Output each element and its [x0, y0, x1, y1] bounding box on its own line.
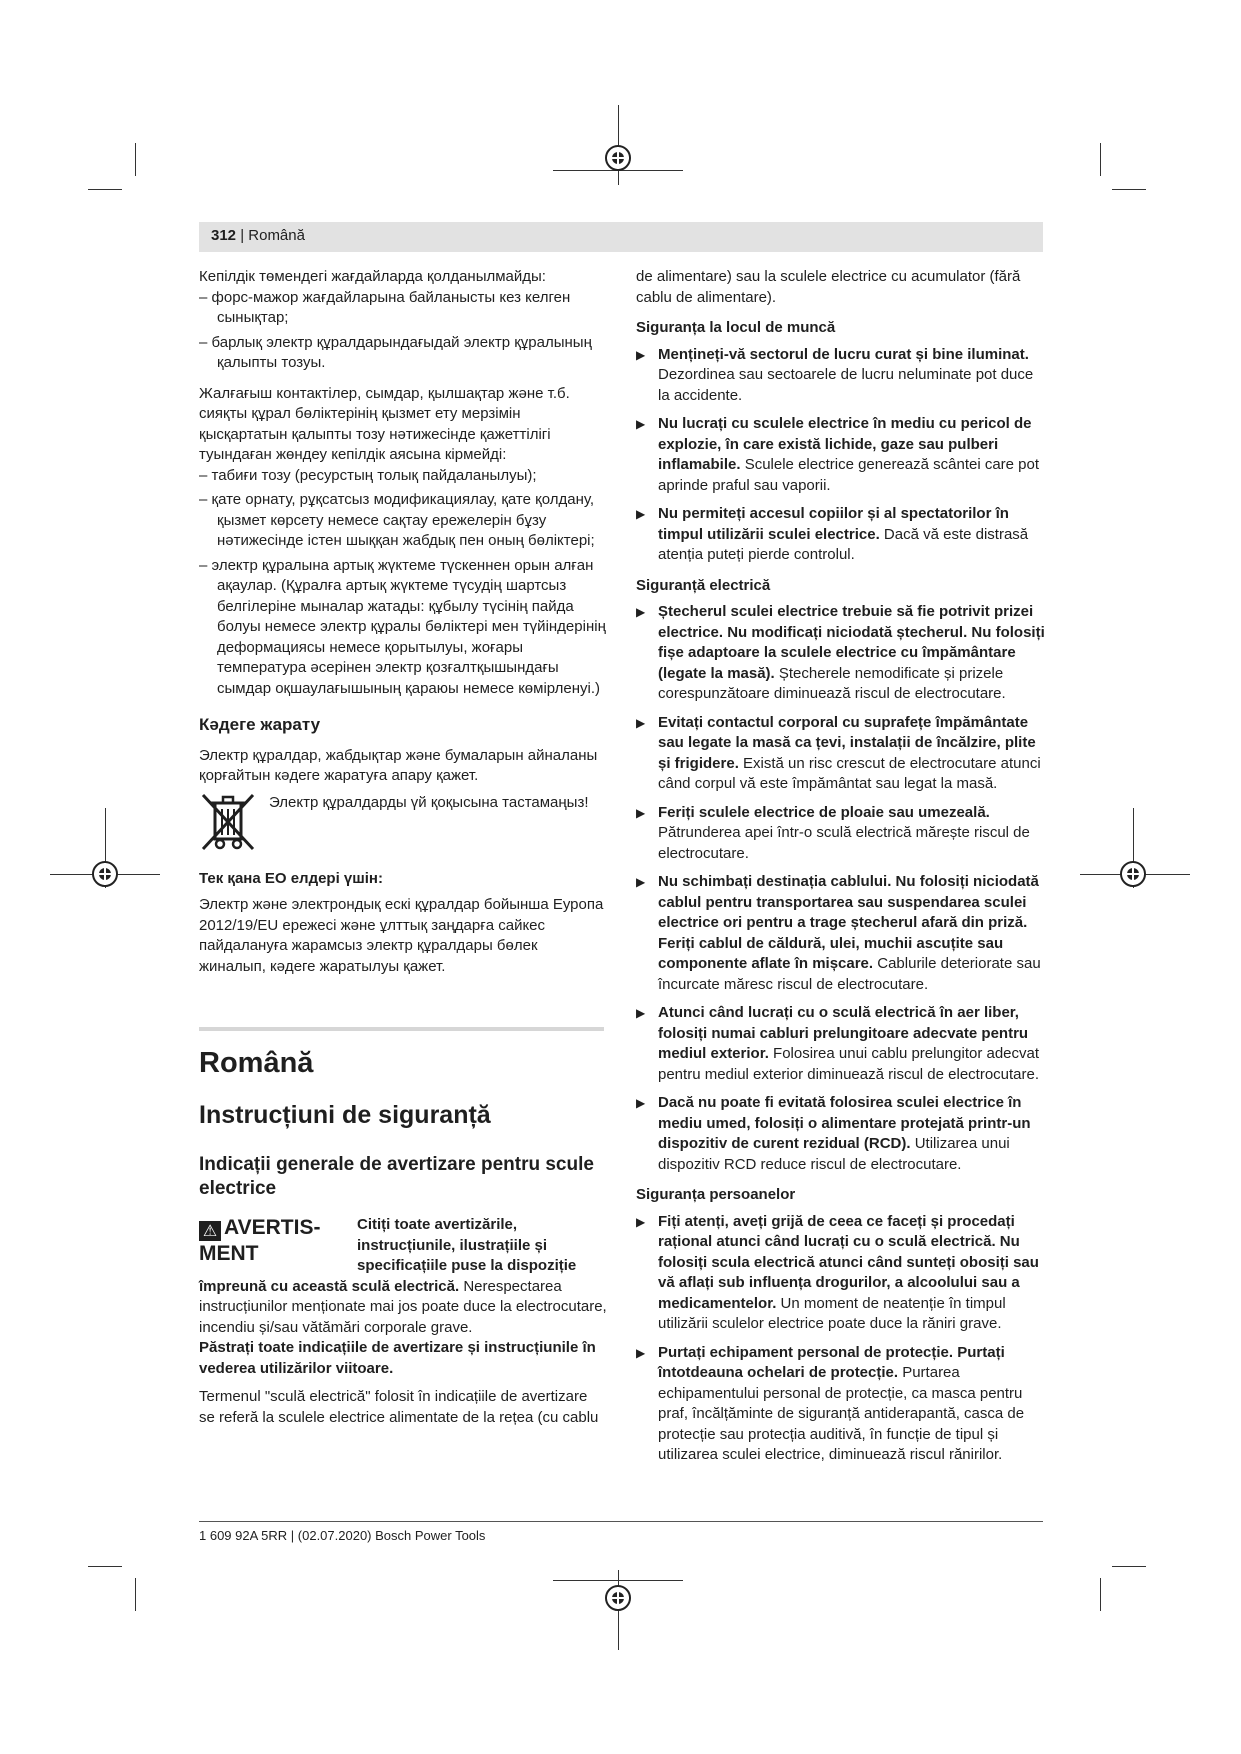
list-item: ▶ Atunci când lucrați cu o sculă electrică în aer liber, folosiți numai cabluri prelungitoare adecvate pentru mediul exterior. Folosirea unui cablu prelungitor adecvat pentru mediul exterior diminuează riscul de electrocutare. — [636, 1003, 1048, 1085]
list-item: – табиғи тозу (ресурстың толық пайдаланылуы); — [199, 466, 537, 484]
list-item: ▶ Evitați contactul corporal cu suprafețe împământate sau legate la masă ca țevi, instalații de încălzire, plite și frigidere. Există un risc crescut de electrocutare atunci când corpul vă este împământat sau legat la masă. — [636, 713, 1048, 795]
electric-heading: Siguranță electrică — [636, 576, 771, 594]
keep-instructions: Păstrați toate indicațiile de avertizare și instrucțiunile în vederea utilizărilor viitoare. — [199, 1339, 596, 1377]
language-heading: Română — [199, 1047, 314, 1079]
section-heading: Instrucțiuni de siguranță — [199, 1101, 491, 1129]
list-item: ▶ Fiți atenți, aveți grijă de ceea ce faceți și procedați rațional atunci când lucrați cu o sculă electrică. Nu folosiți scula electrică atunci când sunteți obosiți sau vă aflați sub influența drogurilor, a alcoolului sau a medicamentelor. Un moment de neatenție în timpul utilizării sculelor electrice poate duce la răniri grave. — [636, 1212, 1048, 1335]
page-header — [211, 227, 305, 244]
list-item: ▶ Nu schimbați destinația cablului. Nu folosiți niciodată cablul pentru transportarea sau suspendarea sculei electrice ori pentru a trage ștecherul afară din priză. Feriți cablul de căldură, ulei, muchii ascuțite sau componente aflate în mișcare. Cablurile deteriorate sau încurcate măresc riscul de electrocutare. — [636, 872, 1048, 995]
list-item: – форс-мажор жағдайларына байланысты кез келген сынықтар; — [199, 288, 571, 326]
warning-label: ⚠ AVERTIS- MENT — [199, 1216, 321, 1265]
page-header-bar — [199, 222, 1043, 252]
header-language: Română — [248, 227, 305, 244]
list-item: ▶ Purtați echipament personal de protecție. Purtați întotdeauna ochelari de protecție. Purtarea echipamentului personal de protecție, ca masca pentru praf, încălțăminte de siguranță antiderapantă, casca de protecție sau protecția auditivă, în funcție de tipul și utilizarea sculei electrice, diminuează riscul rănirilor. — [636, 1343, 1048, 1466]
footer-divider — [199, 1521, 1043, 1522]
eu-heading: Тек қана ЕО елдері үшін: — [199, 869, 383, 887]
list-item: ▶ Nu permiteți accesul copiilor și al spectatorilor în timpul utilizării sculei electrice. Dacă vă este distrasă atenția puteți pierde controlul. — [636, 504, 1048, 566]
list-item: ▶ Mențineți-vă sectorul de lucru curat și bine iluminat. Dezordinea sau sectoarele de lucru neluminate pot duce la accidente. — [636, 345, 1048, 407]
list-item: – қате орнату, рұқсатсыз модификациялау, қате қолдану, қызмет көрсету немесе сақтау ережелерін бұзу нәтижесінде істен шыққан жабдық пен оның бөліктері; — [199, 491, 595, 549]
disposal-paragraph: Электр құралдар, жабдықтар және бумаларын айналаны қорғайтын кәдеге жаратуға апару қажет. — [199, 746, 598, 784]
registration-mark-icon — [605, 145, 631, 171]
term-paragraph: Termenul "sculă electrică" folosit în indicațiile de avertizare se referă la sculele electrice alimentate de la rețea (cu cablu — [199, 1388, 599, 1426]
section-divider — [199, 1027, 604, 1031]
warning-side-text: Citiți toate avertizările, instrucțiunile, ilustrațiile și specificațiile puse la dispoziție — [357, 1216, 577, 1274]
disposal-note: Электр құралдарды үй қоқысына тастамаңыз! — [269, 793, 589, 811]
personal-heading: Siguranța persoanelor — [636, 1186, 796, 1203]
registration-mark-icon — [605, 1585, 631, 1611]
page-footer: 1 609 92A 5RR | (02.07.2020) Bosch Power Tools — [199, 1528, 486, 1543]
weee-notice — [199, 791, 607, 853]
disposal-heading: Кәдеге жарату — [199, 715, 321, 734]
warning-triangle-icon: ⚠ — [199, 1221, 221, 1241]
work-area-heading: Siguranța la locul de muncă — [636, 319, 836, 336]
list-item: ▶ Ștecherul sculei electrice trebuie să fie potrivit prizei electrice. Nu modificați niciodată ștecherul. Nu folosiți fișe adaptoare la sculele electrice cu împământare (legate la masă). Ștecherele nemodificate și prizele corespunzătoare diminuează riscul de electrocutare. — [636, 602, 1048, 705]
repair-paragraph: Жалғағыш контактілер, сымдар, қылшақтар және т.б. сияқты құрал бөліктерінің қызмет ету мерзімін қысқартатын қалыпты тозу нәтижесінде қажеттілігі туындаған жөндеу кепілдік аясына кірмейді: — [199, 384, 570, 463]
eu-paragraph: Электр және электрондық ескі құралдар бойынша Еуропа 2012/19/EU ережесі және ұлттық заңдарға сайкес пайдалануға жарамсыз электр құралдары бөлек жиналып, кәдеге жаратылуы қажет. — [199, 896, 604, 975]
list-item: ▶ Dacă nu poate fi evitată folosirea sculei electrice în mediu umed, folosiți o alimentare protejată printr-un dispozitiv de curent rezidual (RCD). Utilizarea unui dispozitiv RCD reduce riscul de electrocutare. — [636, 1093, 1048, 1175]
right-column — [636, 267, 1048, 1474]
term-paragraph-cont: de alimentare) sau la sculele electrice cu acumulator (fără cablu de alimentare). — [636, 268, 1021, 306]
header-separator: | — [236, 227, 249, 244]
page-number: 312 — [211, 227, 237, 244]
warning-paragraph: împreună cu această sculă electrică. Nerespectarea instrucțiunilor menționate mai jos poate duce la electrocutare, incendiu și/sau vătămări corporale grave. — [199, 1277, 607, 1336]
left-column — [199, 267, 607, 1436]
list-item: – электр құралына артық жүктеме түскеннен орын алған ақаулар. (Құралға артық жүктеме түсудің шартсыз белгілеріне мыналар жатады: құбылу түсінің пайда болуы немесе электр құралы бөліктері мен түйіндерінің деформациясы немесе қорытылуы, жоғары температура әсерінен электр қозғалтқышындағы сымдар оқшаулағышының қараюы немесе көмірленуі.) — [199, 556, 606, 697]
crossed-bin-icon — [199, 791, 257, 853]
registration-mark-icon — [1120, 861, 1146, 887]
registration-mark-icon — [92, 861, 118, 887]
list-item: ▶ Nu lucrați cu sculele electrice în mediu cu pericol de explozie, în care există lichide, gaze sau pulberi inflamabile. Sculele electrice generează scântei care pot aprinde praful sau vaporii. — [636, 414, 1048, 496]
subsection-heading: Indicații generale de avertizare pentru scule electrice — [199, 1154, 594, 1199]
warning-block — [199, 1215, 607, 1277]
warranty-intro: Кепілдік төмендегі жағдайларда қолданылмайды: — [199, 268, 546, 285]
list-item: ▶ Feriți sculele electrice de ploaie sau umezeală. Pătrunderea apei într-o sculă electrică mărește riscul de electrocutare. — [636, 803, 1048, 865]
list-item: – барлық электр құралдарындағыдай электр құралының қалыпты тозуы. — [199, 333, 592, 371]
